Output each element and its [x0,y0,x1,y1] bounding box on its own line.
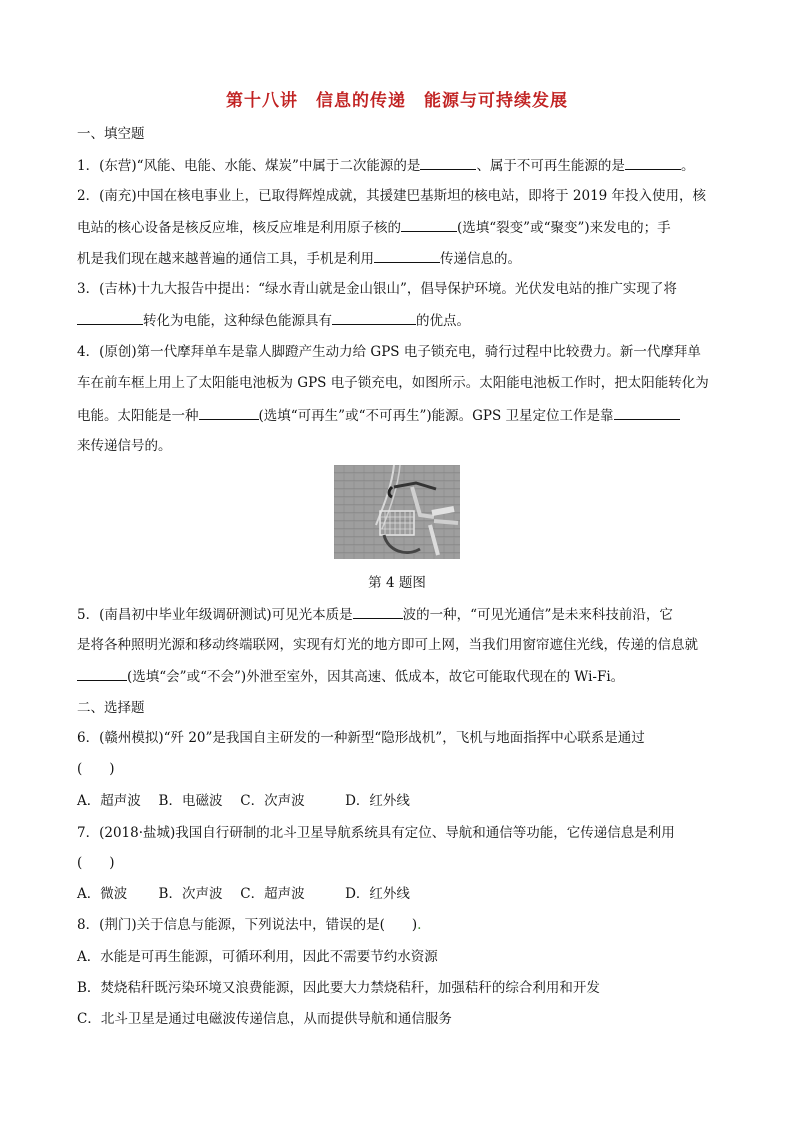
question-7-options: A．微波 B．次声波 C．超声波 D．红外线 [77,886,410,902]
question-6-stem: 6．(赣州模拟)“歼 20”是我国自主研发的一种新型“隐形战机”，飞机与地面指挥中心联系是通过 [77,730,645,746]
question-8-option-a: A．水能是可再生能源，可循环利用，因此不需要节约水资源 [77,949,438,965]
question-6-options: A．超声波 B．电磁波 C．次声波 D．红外线 [77,793,410,809]
q3-blank-1 [77,310,143,325]
question-5-line-3 [77,666,624,687]
q5-blank-1 [353,604,403,619]
q4-text-a: 电能。太阳能是一种 [77,408,199,424]
q2-blank-2 [374,248,440,263]
figure-caption: 第 4 题图 [368,575,426,591]
question-2-line-3 [77,248,521,269]
question-2-line-1: 2．(南充)中国在核电事业上，已取得辉煌成就，其援建巴基斯坦的核电站，即将于 2019 年投入使用，核 [77,188,707,204]
q2-text-c: 机是我们现在越来越普遍的通信工具，手机是利用 [77,251,374,267]
question-8-option-b: B．焚烧秸秆既污染环境又浪费能源，因此要大力禁烧秸秆，加强秸秆的综合利用和开发 [77,980,600,996]
q4-blank-2 [614,405,680,420]
question-5-line-1 [77,604,673,625]
q1-text-b: 、属于不可再生能源的是 [476,158,625,174]
q3-text-a: 转化为电能，这种绿色能源具有 [143,313,332,329]
question-8-stem [77,915,421,935]
question-3-line-2 [77,310,470,331]
q8-green-dot: . [417,917,422,933]
question-4-line-3 [77,405,680,426]
section-heading-choice: 二、选择题 [77,700,145,716]
q5-text-b: 波的一种，“可见光通信”是未来科技前沿，它 [402,607,673,623]
q2-text-d: 传递信息的。 [440,251,521,267]
q1-blank-2 [625,155,681,170]
q3-blank-2 [332,310,416,325]
q3-text-b: 的优点。 [416,313,470,329]
q8-stem-text: 8．(荆门)关于信息与能源，下列说法中，错误的是( ) [77,917,418,933]
q5-blank-2 [77,666,127,681]
question-5-line-2: 是将各种照明光源和移动终端联网，实现有灯光的地方即可上网，当我们用窗帘遮住光线，传递的信息就 [77,637,698,653]
page-title: 第十八讲 信息的传递 能源与可持续发展 [226,91,568,111]
q2-text-b: (选填“裂变”或“聚变”)来发电的；手 [457,220,671,236]
q1-blank-1 [420,155,476,170]
q1-text-c: 。 [680,158,695,174]
question-2-line-2 [77,217,671,238]
question-4-line-1: 4．(原创)第一代摩拜单车是靠人脚蹬产生动力给 GPS 电子锁充电，骑行过程中比较费力。新一代摩拜单 [77,344,701,360]
q5-text-a: 5．(南昌初中毕业年级调研测试)可见光本质是 [77,607,353,623]
q4-blank-1 [199,405,259,420]
q2-text-a: 电站的核心设备是核反应堆，核反应堆是利用原子核的 [77,220,401,236]
q1-text-a: 1．(东营)“风能、电能、水能、煤炭”中属于二次能源的是 [77,158,421,174]
question-4-line-2: 车在前车框上用上了太阳能电池板为 GPS 电子锁充电，如图所示。太阳能电池板工作时，把太阳能转化为 [77,375,709,391]
question-1 [77,155,694,176]
section-heading-fill-in: 一、填空题 [77,126,145,142]
q4-text-b: (选填“可再生”或“不可再生”)能源。GPS 卫星定位工作是靠 [258,408,614,424]
bicycle-photo [334,465,460,559]
question-4-line-4: 来传递信号的。 [77,438,172,454]
q2-blank-1 [401,217,457,232]
bicycle-photo-graphic [334,465,460,559]
question-3-line-1: 3．(吉林)十九大报告中提出：“绿水青山就是金山银山”，倡导保护环境。光伏发电站的推广实现了将 [77,281,677,297]
question-6-paren: ( ) [77,761,115,777]
q5-text-c: (选填“会”或“不会”)外泄至室外，因其高速、低成本，故它可能取代现在的 Wi-Fi。 [127,669,625,685]
question-7-paren: ( ) [77,855,115,871]
question-8-option-c: C．北斗卫星是通过电磁波传递信息，从而提供导航和通信服务 [77,1011,452,1027]
question-7-stem: 7．(2018·盐城)我国自行研制的北斗卫星导航系统具有定位、导航和通信等功能，它传递信息是利用 [77,825,675,841]
